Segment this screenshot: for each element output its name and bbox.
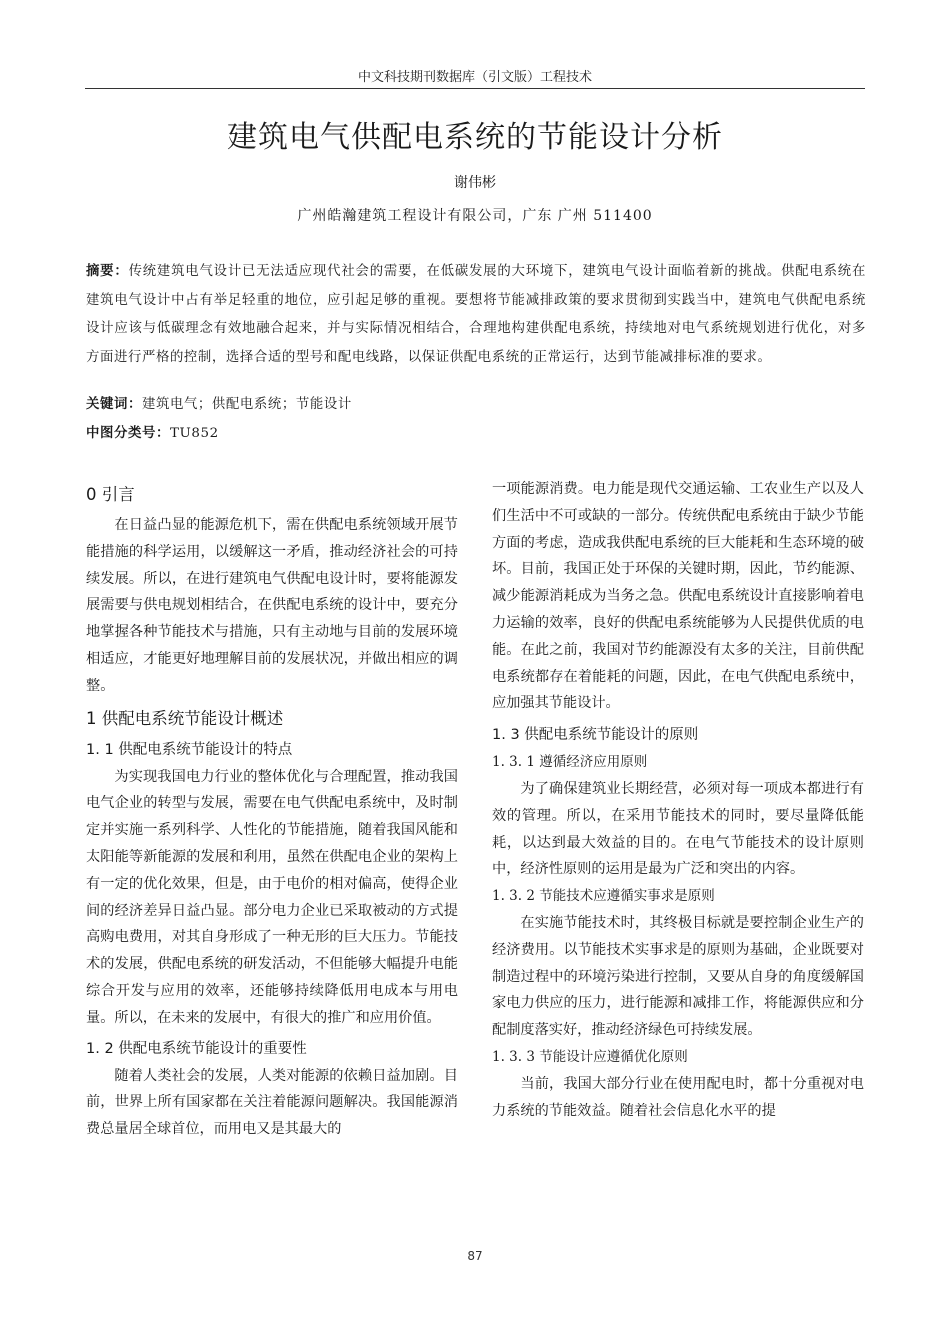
page-number: 87 [467,1249,483,1263]
abstract [86,258,866,372]
right-column [492,476,864,1124]
classification-text: TU852 [169,426,219,441]
abstract-text: 传统建筑电气设计已无法适应现代社会的需要，在低碳发展的大环境下，建筑电气设计面临着新的挑战。供配电系统在建筑电气设计中占有举足轻重的地位，应引起足够的重视。要想将节能减排政策的要求贯彻到实践当中，建筑电气供配电系统设计应该与低碳理念有效地融合起来，并与实际情况相结合，合理地构建供配电系统，持续地对电气系统规划进行优化，对多方面进行严格的控制，选择合适的型号和配电线路，以保证供配电系统的正常运行，达到节能减排标准的要求。 [86,264,866,365]
header-divider [85,88,865,89]
paper-author: 谢伟彬 [454,175,496,191]
section-heading: 0 引言 [86,485,135,504]
paragraph: 在实施节能技术时，其终极目标就是要控制企业生产的经济费用。以节能技术实事求是的原则为基础，企业既要对制造过程中的环境污染进行控制，又要从自身的角度缓解国家电力供应的压力，进行能源和减排工作，将能源供应和分配制度落实好，推动经济绿色可持续发展。 [492,914,864,1039]
subsection-heading: 1. 1 供配电系统节能设计的特点 [86,741,293,758]
paper-affiliation: 广州皓瀚建筑工程设计有限公司，广东 广州 511400 [297,208,653,224]
paragraph: 在日益凸显的能源危机下，需在供配电系统领域开展节能措施的科学运用，以缓解这一矛盾，推动经济社会的可持续发展。所以，在进行建筑电气供配电设计时，要将能源发展需要与供电规划相结合，在供配电系统的设计中，要充分地掌握各种节能技术与措施，只有主动地与目前的发展环境相适应，才能更好地理解目前的发展状况，并做出相应的调整。 [86,517,458,694]
keywords-label: 关键词： [86,397,142,412]
subsubsection-heading: 1. 3. 3 节能设计应遵循优化原则 [492,1048,688,1065]
subsubsection-heading: 1. 3. 2 节能技术应遵循实事求是原则 [492,888,715,905]
paragraph: 当前，我国大部分行业在使用配电时，都十分重视对电力系统的节能效益。随着社会信息化水平的提 [492,1075,864,1119]
paragraph: 为了确保建筑业长期经营，必须对每一项成本都进行有效的管理。所以，在采用节能技术的同时，要尽量降低能耗，以达到最大效益的目的。在电气节能技术的设计原则中，经济性原则的运用是最为广泛和突出的内容。 [492,780,864,878]
paragraph: 一项能源消费。电力能是现代交通运输、工农业生产以及人们生活中不可或缺的一部分。传统供配电系统由于缺少节能方面的考虑，造成我供配电系统的巨大能耗和生态环境的破坏。目前，我国正处于环保的关键时期，因此，节约能源、减少能源消耗成为当务之急。供配电系统设计直接影响着电力运输的效率，良好的供配电系统能够为人民提供优质的电能。在此之前，我国对节约能源没有太多的关注，目前供配电系统都存在着能耗的问题，因此，在电气供配电系统中，应加强其节能设计。 [492,481,864,712]
classification-label: 中图分类号： [86,426,170,441]
abstract-label: 摘要： [86,264,129,279]
section-heading: 1 供配电系统节能设计概述 [86,708,284,728]
subsection-heading: 1. 3 供配电系统节能设计的原则 [492,727,699,744]
subsection-heading: 1. 2 供配电系统节能设计的重要性 [86,1040,307,1057]
paragraph: 随着人类社会的发展，人类对能源的依赖日益加剧。目前，世界上所有国家都在关注着能源问题解决。我国能源消费总量居全球首位，而用电又是其最大的 [86,1067,458,1138]
subsubsection-heading: 1. 3. 1 遵循经济应用原则 [492,754,648,771]
keywords-text: 建筑电气；供配电系统；节能设计 [141,397,352,412]
paragraph: 为实现我国电力行业的整体优化与合理配置，推动我国电气企业的转型与发展，需要在电气供配电系统中，及时制定并实施一系列科学、人性化的节能措施，随着我国风能和太阳能等新能源的发展和利用，虽然在供配电企业的架构上有一定的优化效果，但是，由于电价的相对偏高，使得企业间的经济差异日益凸显。部分电力企业已采取被动的方式提高购电费用，对其自身形成了一种无形的巨大压力。节能技术的发展，供配电系统的研发活动，不但能够大幅提升电能综合开发与应用的效率，还能够持续降低用电成本与用电量。所以，在未来的发展中，有很大的推广和应用价值。 [86,768,458,1026]
paper-title: 建筑电气供配电系统的节能设计分析 [227,120,723,155]
left-column [86,476,458,1143]
classification [86,422,866,441]
journal-header: 中文科技期刊数据库（引文版）工程技术 [357,70,592,85]
keywords [86,393,866,412]
